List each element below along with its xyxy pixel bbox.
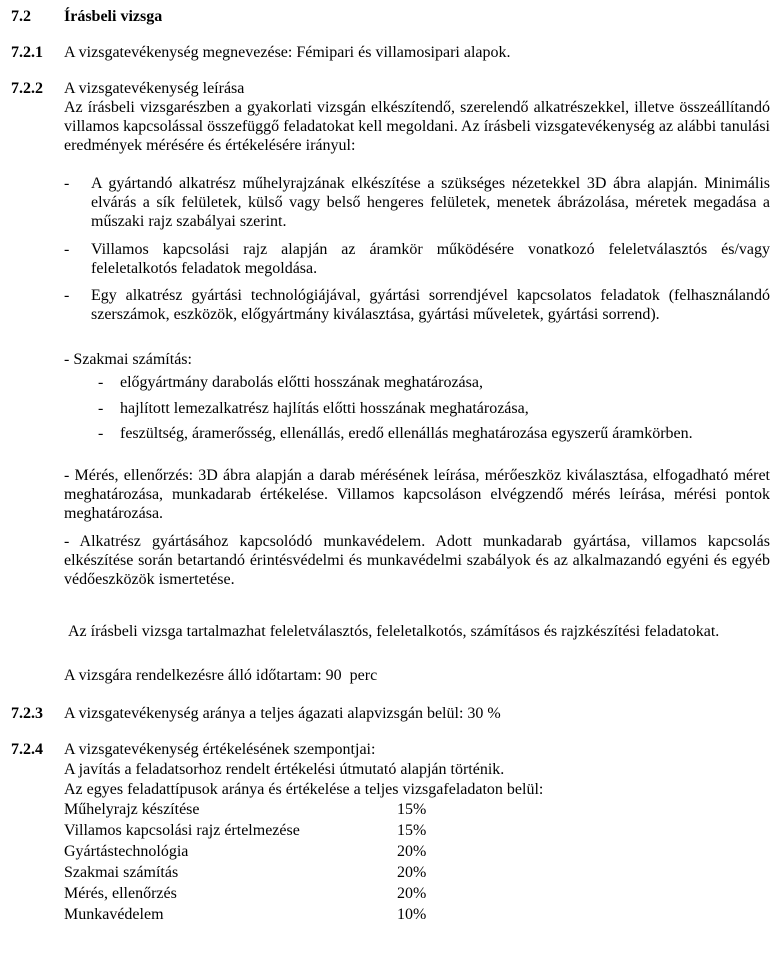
activity-weight: A vizsgatevékenység aránya a teljes ágazati alapvizsgán belül: 30 %: [64, 705, 501, 722]
table-row-value: 15%: [397, 801, 427, 818]
table-row-label: Munkavédelem: [64, 906, 164, 923]
bullet-dash: -: [64, 241, 70, 258]
table-row-label: Szakmai számítás: [64, 864, 179, 881]
subsection-number-721: 7.2.1: [11, 44, 43, 61]
bullet-dash: -: [98, 374, 104, 391]
exam-duration: A vizsgára rendelkezésre álló időtartam: 90 perc: [64, 667, 378, 684]
table-row-label: Villamos kapcsolási rajz értelmezése: [64, 822, 300, 839]
list-item: A gyártandó alkatrész műhelyrajzának elkészítése a szükséges nézetekkel 3D ábra alapján. Minimális elvárás a sík felületek, külső vagy belső hengeres felületek, menetek ábrázolása, méretek megadása a műszaki rajz szabályai szerint.: [91, 175, 770, 230]
list-item: előgyártmány darabolás előtti hosszának meghatározása,: [120, 374, 483, 391]
table-row-value: 20%: [397, 843, 427, 860]
bullet-dash: -: [98, 425, 104, 442]
evaluation-heading: A vizsgatevékenység értékelésének szempontjai:: [64, 741, 376, 758]
subsection-number-724: 7.2.4: [11, 741, 43, 758]
section-number: 7.2: [11, 8, 31, 25]
evaluation-line: A javítás a feladatsorhoz rendelt értékelési útmutató alapján történik.: [64, 761, 505, 778]
table-row-label: Mérés, ellenőrzés: [64, 885, 177, 902]
table-row-value: 15%: [397, 822, 427, 839]
table-row-label: Műhelyrajz készítése: [64, 801, 200, 818]
list-item: Egy alkatrész gyártási technológiájával, gyártási sorrendjével kapcsolatos feladatok (felhasználandó szerszámok, eszközök, előgyártmány kiválasztása, gyártási műveletek, gyártási sorrend).: [91, 287, 770, 323]
exam-content-paragraph: Az írásbeli vizsga tartalmazhat feleletválasztós, feleletalkotós, számításos és rajzkészítési feladatokat.: [64, 623, 720, 640]
calculation-heading: - Szakmai számítás:: [64, 351, 192, 368]
subsection-number-723: 7.2.3: [11, 705, 43, 722]
section-title: Írásbeli vizsga: [64, 8, 163, 25]
measurement-paragraph: - Mérés, ellenőrzés: 3D ábra alapján a darab mérésének leírása, mérőeszköz kiválasztása, elfogadható méret meghatározása, munkadarab értékelése. Villamos kapcsoláson elvégzendő mérés leírása, mérési pontok meghatározása.: [64, 467, 770, 522]
bullet-dash: -: [64, 287, 70, 304]
safety-paragraph: - Alkatrész gyártásához kapcsolódó munkavédelem. Adott munkadarab gyártása, villamos kapcsolás elkészítése során betartandó érintésvédelmi és munkavédelmi szabályok és az alkalmazandó egyéni és egyéb védőeszközök ismertetése.: [64, 533, 770, 588]
list-item: hajlított lemezalkatrész hajlítás előtti hosszának meghatározása,: [120, 400, 529, 417]
bullet-dash: -: [64, 175, 70, 192]
table-row-value: 20%: [397, 885, 427, 902]
evaluation-line: Az egyes feladattípusok aránya és értékelése a teljes vizsgafeladaton belül:: [64, 781, 544, 798]
table-row-label: Gyártástechnológia: [64, 843, 189, 860]
list-item: Villamos kapcsolási rajz alapján az áramkör működésére vonatkozó feleletválasztós és/vagy feleletalkotós feladatok megoldása.: [91, 241, 770, 277]
list-item: feszültség, áramerősség, ellenállás, eredő ellenállás meghatározása egyszerű áramkörben.: [120, 425, 693, 442]
table-row-value: 20%: [397, 864, 427, 881]
description-heading: A vizsgatevékenység leírása: [64, 80, 245, 97]
subsection-number-722: 7.2.2: [11, 80, 43, 97]
bullet-dash: -: [98, 400, 104, 417]
table-row-value: 10%: [397, 906, 427, 923]
activity-name: A vizsgatevékenység megnevezése: Fémipari és villamosipari alapok.: [64, 44, 511, 61]
description-intro: Az írásbeli vizsgarészben a gyakorlati vizsgán elkészítendő, szerelendő alkatrészekkel, illetve összeállítandó villamos kapcsolással összefüggő feladatokat kell megoldani. Az írásbeli vizsgatevékenység az alábbi tanulási eredmények mérésére és értékelésére irányul:: [64, 99, 770, 154]
